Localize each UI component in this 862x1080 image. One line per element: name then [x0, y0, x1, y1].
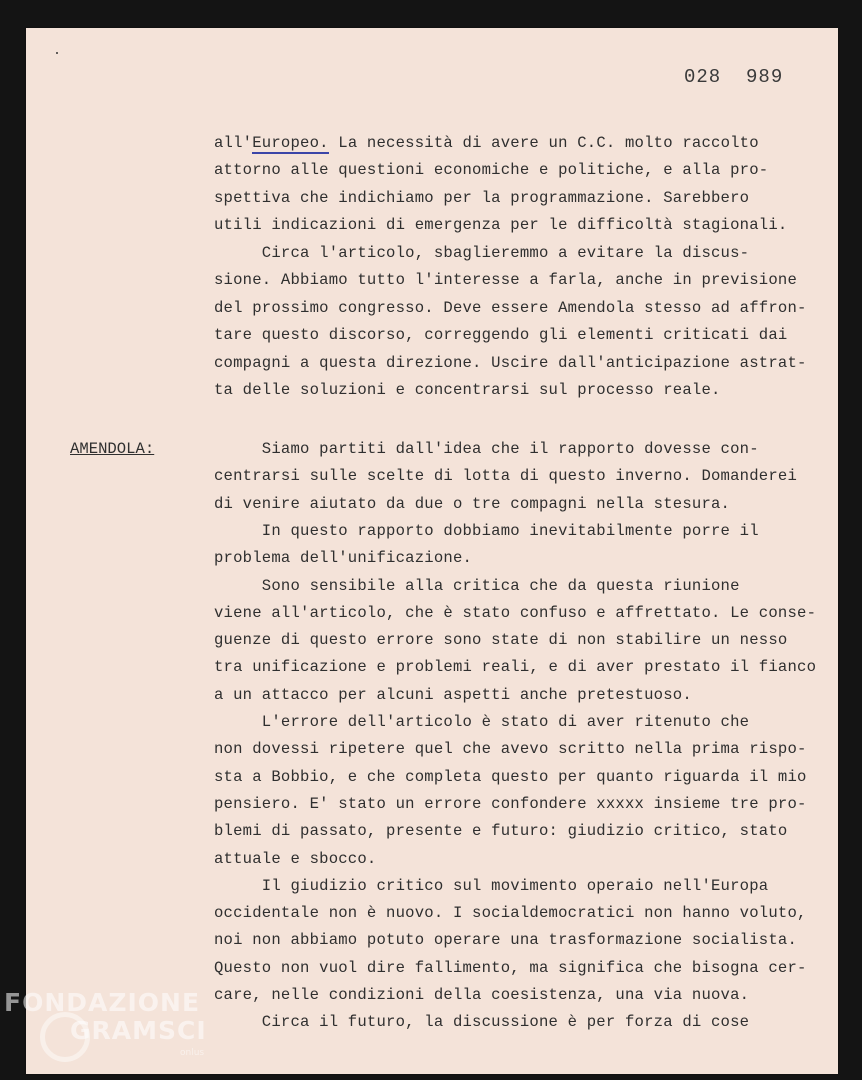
text-line: Siamo partiti dall'idea che il rapporto dovesse con- [214, 440, 759, 458]
text-line-1 [214, 134, 759, 152]
watermark-text-1: FONDAZIONE [4, 988, 201, 1017]
text-line: sione. Abbiamo tutto l'interesse a farla, anche in previsione [214, 271, 798, 289]
text-line: blemi di passato, presente e futuro: giudizio critico, stato [214, 822, 788, 841]
text-line: Il giudizio critico sul movimento operaio nell'Europa [214, 876, 769, 895]
text-line: sta a Bobbio, e che completa questo per quanto riguarda il mio [214, 767, 807, 786]
text-line: del prossimo congresso. Deve essere Amendola stesso ad affron- [214, 298, 807, 317]
text-line: non dovessi ripetere quel che avevo scritto nella prima rispo- [214, 740, 807, 759]
text-line: tare questo discorso, correggendo gli elementi criticati dai [214, 326, 788, 344]
text-line: In questo rapporto dobbiamo inevitabilmente porre il [214, 521, 759, 540]
margin-mark [56, 52, 58, 54]
text-line: a un attacco per alcuni aspetti anche pretestuoso. [214, 685, 692, 704]
speaker-label: AMENDOLA: [70, 440, 155, 458]
text-line: noi non abbiamo potuto operare una trasformazione socialista. [214, 931, 798, 950]
text-line: attorno alle questioni economiche e politiche, e alla pro- [214, 161, 769, 179]
text-fragment: La necessità di avere un C.C. molto raccolto [328, 134, 759, 152]
text-fragment: all' [214, 134, 253, 152]
text-line: Sono sensibile alla critica che da questa riunione [214, 576, 740, 595]
text-line: L'errore dell'articolo è stato di aver ritenuto che [214, 713, 750, 731]
text-line: attuale e sbocco. [214, 849, 377, 868]
text-line: di venire aiutato da due o tre compagni nella stesura. [214, 494, 731, 513]
text-line: spettiva che indichiamo per la programmazione. Sarebbero [214, 188, 750, 207]
underlined-word: Europeo. [252, 134, 329, 152]
text-line: Circa il futuro, la discussione è per forza di cose [214, 1013, 750, 1032]
text-line: centrarsi sulle scelte di lotta di questo inverno. Domanderei [214, 467, 798, 486]
text-line: problema dell'unificazione. [214, 549, 473, 568]
text-line: Questo non vuol dire fallimento, ma significa che bisogna cer- [214, 958, 807, 977]
text-line: compagni a questa direzione. Uscire dall'anticipazione astrat- [214, 353, 807, 372]
archive-page-number: 028 989 [684, 66, 784, 88]
text-line: occidentale non è nuovo. I socialdemocratici non hanno voluto, [214, 904, 807, 923]
text-line: guenze di questo errore sono state di non stabilire un nesso [214, 631, 788, 650]
watermark-text-2: GRAMSCI [70, 1016, 207, 1045]
text-line: tra unificazione e problemi reali, e di aver prestato il fianco [214, 658, 817, 677]
text-line: utili indicazioni di emergenza per le difficoltà stagionali. [214, 216, 788, 234]
watermark-text-3: onlus [180, 1048, 205, 1058]
text-line: care, nelle condizioni della coesistenza, una via nuova. [214, 986, 750, 1004]
text-line: pensiero. E' stato un errore confondere xxxxx insieme tre pro- [214, 794, 807, 813]
text-line: viene all'articolo, che è stato confuso e affrettato. Le conse- [214, 603, 817, 622]
text-line: ta delle soluzioni e concentrarsi sul processo reale. [214, 381, 721, 399]
text-line: Circa l'articolo, sbaglieremmo a evitare la discus- [214, 243, 750, 262]
